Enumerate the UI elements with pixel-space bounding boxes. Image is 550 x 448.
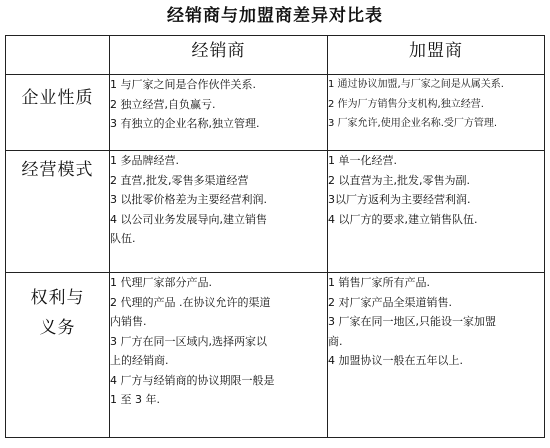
list-item: 3以厂方返利为主要经营利润. bbox=[328, 193, 471, 206]
list-item: 1 销售厂家所有产品. bbox=[328, 276, 430, 289]
list-item: 2 直营,批发,零售多渠道经营 bbox=[110, 173, 249, 187]
list-item: 3 以批零价格差为主要经营利润. bbox=[110, 193, 267, 206]
list-item: 2 对厂家产品全渠道销售. bbox=[328, 295, 452, 309]
row-label-mode bbox=[6, 151, 110, 273]
table-row-mode bbox=[6, 151, 545, 273]
list-item: 2 作为厂方销售分支机构,独立经营. bbox=[328, 98, 484, 110]
table-row-rights bbox=[6, 273, 545, 438]
cell-franchisee-rights bbox=[328, 273, 545, 438]
header-row bbox=[6, 36, 545, 75]
header-distributor: 经销商 bbox=[110, 36, 328, 75]
cell-franchisee-mode bbox=[328, 151, 545, 273]
header-blank-cell bbox=[6, 36, 110, 75]
list-item: 3 厂家允许,使用企业名称.受厂方管理. bbox=[328, 118, 498, 129]
list-item: 3 厂方在同一区域内,选择两家以 bbox=[110, 334, 267, 348]
cell-distributor-mode bbox=[110, 151, 328, 273]
row-label-line: 义务 bbox=[39, 318, 76, 338]
list-item: 1 与厂家之间是合作伙伴关系. bbox=[110, 78, 256, 91]
row-label-rights bbox=[6, 273, 110, 438]
list-item: 1 至 3 年. bbox=[110, 393, 160, 406]
cell-distributor-nature bbox=[110, 75, 328, 151]
row-label-nature bbox=[6, 75, 110, 151]
list-item: 4 厂方与经销商的协议期限一般是 bbox=[110, 373, 275, 387]
cell-franchisee-nature bbox=[328, 75, 545, 151]
list-item: 3 有独立的企业名称,独立管理. bbox=[110, 117, 260, 130]
list-item: 4 以公司业务发展导向,建立销售 bbox=[110, 212, 267, 226]
row-label-line: 经营模式 bbox=[21, 160, 94, 180]
comparison-table bbox=[5, 35, 545, 438]
list-item: 1 通过协议加盟,与厂家之间是从属关系. bbox=[328, 79, 504, 90]
list-item: 队伍. bbox=[110, 232, 136, 245]
list-item: 2 独立经营,自负赢亏. bbox=[110, 97, 216, 111]
list-item: 1 代理厂家部分产品. bbox=[110, 276, 212, 289]
list-item: 内销售. bbox=[110, 315, 147, 328]
page-title: 经销商与加盟商差异对比表 bbox=[167, 6, 383, 26]
cell-distributor-rights bbox=[110, 273, 328, 438]
header-franchisee: 加盟商 bbox=[328, 36, 545, 75]
row-label-line: 企业性质 bbox=[21, 88, 94, 108]
list-item: 1 多品牌经营. bbox=[110, 154, 179, 167]
list-item: 2 代理的产品 .在协议允许的渠道 bbox=[110, 295, 271, 309]
list-item: 商. bbox=[328, 334, 343, 348]
list-item: 4 加盟协议一般在五年以上. bbox=[328, 354, 463, 367]
list-item: 上的经销商. bbox=[110, 354, 169, 367]
list-item: 1 单一化经营. bbox=[328, 154, 397, 167]
list-item: 2 以直营为主,批发,零售为副. bbox=[328, 173, 470, 187]
table-row-nature bbox=[6, 75, 545, 151]
row-label-line: 权利与 bbox=[30, 288, 85, 308]
list-item: 3 厂家在同一地区,只能设一家加盟 bbox=[328, 315, 496, 328]
list-item: 4 以厂方的要求,建立销售队伍. bbox=[328, 212, 478, 226]
